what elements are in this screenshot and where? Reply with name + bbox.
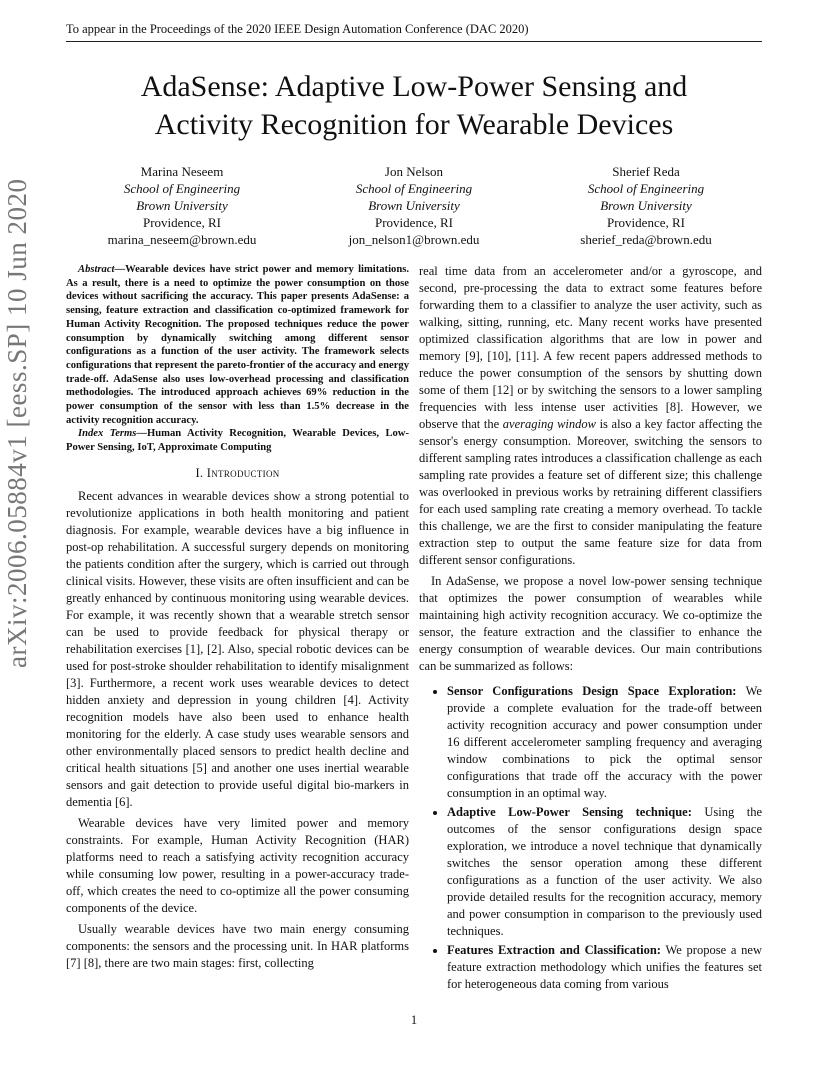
left-column: [66, 263, 409, 976]
author-2: [298, 163, 530, 248]
contributions-list: [419, 683, 762, 993]
section-heading: [66, 465, 409, 482]
paragraph-text: is also a key factor affecting the sensor's energy consumption. Moreover, switching the sensors to different sampling rates introduces a classification challenge as each sampling rate provides a feature set of different size; this challenge was overlooked in previous works by retraining different classifiers for each used sampling rate creating a memory overhead. To tackle this challenge, we are the first to consider manipulating the feature extraction step to output the same feature size for data from different sensor configurations.: [419, 417, 762, 567]
right-column: [419, 263, 762, 995]
right-paragraph-2: In AdaSense, we propose a novel low-power sensing technique that optimizes the power consumption of wearables while maintaining high activity recognition accuracy. We co-optimize the sensor, the feature extraction and the classifier to enhance the energy consumption of wearable devices. Our main contributions can be summarized as follows:: [419, 574, 762, 673]
bullet-text: We provide a complete evaluation for the trade-off between activity recognition accuracy and power consumption under 16 different accelerometer sampling frequency and averaging window combinations to pick the optimal sensor configurations that trade off the accuracy with the power consumption in an optimal way.: [447, 684, 762, 800]
index-terms: [66, 427, 409, 454]
abstract-text: —Wearable devices have strict power and memory limitations. As a result, there is a need to optimize the power consumption on those devices without sacrificing the accuracy. This paper presents AdaSense: a sensing, feature extraction and classification co-optimized framework for Human Activity Recognition. The proposed techniques reduce the power consumption by dynamically switching among different sensor configurations as a function of the user activity. The framework selects configurations that represent the pareto-frontier of the accuracy and energy trade-off. AdaSense also uses low-overhead processing and classification methodologies. The introduced approach achieves 69% reduction in the power consumption of the sensor with less than 1.5% decrease in the activity recognition accuracy.: [66, 264, 409, 426]
bullet-label: Sensor Configurations Design Space Exploration:: [447, 684, 737, 698]
bullet-text: We propose a new feature extraction methodology which unifies the features set for heterogeneous data coming from various: [447, 943, 762, 991]
abstract-label: Abstract: [78, 264, 115, 275]
author-name: Marina Neseem: [140, 164, 224, 179]
author-1: [66, 163, 298, 248]
paper-title: [66, 68, 762, 144]
author-block: [66, 163, 762, 248]
emphasis-text: averaging window: [502, 417, 596, 431]
author-university: Brown University: [136, 198, 228, 213]
intro-paragraph-1: Recent advances in wearable devices show a strong potential to revolutionize applications in both health monitoring and patient diagnosis. For example, wearable devices have a big influence in post-op rehabilitation. A successful surgery depends on monitoring the patients condition after the surgery, which is carried out through clinical visits. However, these visits are often insufficient and can be greatly enhanced by continuous monitoring using wearable devices. For example, it was recently shown that a wearable stretch sensor can be used to provide feedback for physical therapy or rehabilitation exercises [1], [2]. Also, special robotic devices can be used for post-stroke shoulder rehabilitation to identify misalignment [3]. Furthermore, a recent work uses wearable devices to detect hidden anxiety and depression in young children [4]. Activity recognition models have also been used to enhance health monitoring for the elderly. A case study uses wearable sensors and other environmentally placed sensors to predict health decline and critical health situations [5] and another one uses inertial wearable sensors and gait detection to provide useful digital bio-markers in dementia [6].: [66, 488, 409, 809]
intro-paragraph-3: Usually wearable devices have two main energy consuming components: the sensors and the processing unit. In HAR platforms [7] [8], there are two main stages: first, collecting: [66, 921, 409, 970]
title-line-2: Activity Recognition for Wearable Devices: [154, 108, 674, 141]
bullet-text: Using the outcomes of the sensor configurations design space exploration, we introduce a novel technique that dynamically switches the sensor operation among these different configurations as a function of the user activity. We also provide detailed results for the recognition accuracy, memory and power consumption in comparison to the previously used techniques.: [447, 805, 763, 938]
list-item: [447, 683, 762, 802]
list-item: [447, 942, 762, 993]
list-item: [447, 804, 762, 940]
title-line-1: AdaSense: Adaptive Low-Power Sensing and: [140, 70, 688, 103]
author-university: Brown University: [600, 198, 692, 213]
author-location: Providence, RI: [607, 215, 685, 230]
author-school: School of Engineering: [587, 181, 705, 196]
index-terms-label: Index Terms: [78, 428, 137, 440]
author-name: Jon Nelson: [384, 164, 444, 179]
author-university: Brown University: [368, 198, 460, 213]
author-location: Providence, RI: [143, 215, 221, 230]
section-number: I.: [195, 465, 207, 480]
author-3: [530, 163, 762, 248]
section-title: Introduction: [206, 465, 280, 480]
author-school: School of Engineering: [123, 181, 241, 196]
author-email: jon_nelson1@brown.edu: [348, 232, 480, 247]
abstract: [66, 263, 409, 427]
arxiv-watermark: arXiv:2006.05884v1 [eess.SP] 10 Jun 2020: [2, 178, 32, 668]
page-number: 1: [410, 1013, 418, 1027]
paragraph-text: real time data from an accelerometer and/or a gyroscope, and second, pre-processing the data to extract some features before forwarding them to a classifier to analyze the user activity, such as walking, sitting, running, etc. Many recent works have presented optimized classification algorithms that are low in power and memory [9], [10], [11]. A few recent papers addressed methods to reduce the power consumption of the sensors by shutting down some of them [12] or by switching the sensors to a lower sampling frequencies with less intense user activities [8]. However, we observe that the: [419, 264, 762, 431]
author-name: Sherief Reda: [612, 164, 680, 179]
bullet-label: Adaptive Low-Power Sensing technique:: [447, 805, 692, 819]
bullet-label: Features Extraction and Classification:: [447, 943, 661, 957]
running-header: To appear in the Proceedings of the 2020 IEEE Design Automation Conference (DAC 2020): [66, 22, 762, 42]
right-paragraph-1: [419, 263, 762, 569]
author-email: marina_neseem@brown.edu: [107, 232, 257, 247]
author-location: Providence, RI: [375, 215, 453, 230]
author-school: School of Engineering: [355, 181, 473, 196]
index-terms-text: —Human Activity Recognition, Wearable Devices, Low-Power Sensing, IoT, Approximate Computing: [66, 428, 409, 454]
intro-paragraph-2: Wearable devices have very limited power and memory constraints. For example, Human Activity Recognition (HAR) platforms need to reach a satisfying activity recognition accuracy while consuming low power, resulting in a power-accuracy trade-off, which creates the need to co-optimize all the power consuming components of the device.: [66, 815, 409, 915]
author-email: sherief_reda@brown.edu: [580, 232, 712, 247]
